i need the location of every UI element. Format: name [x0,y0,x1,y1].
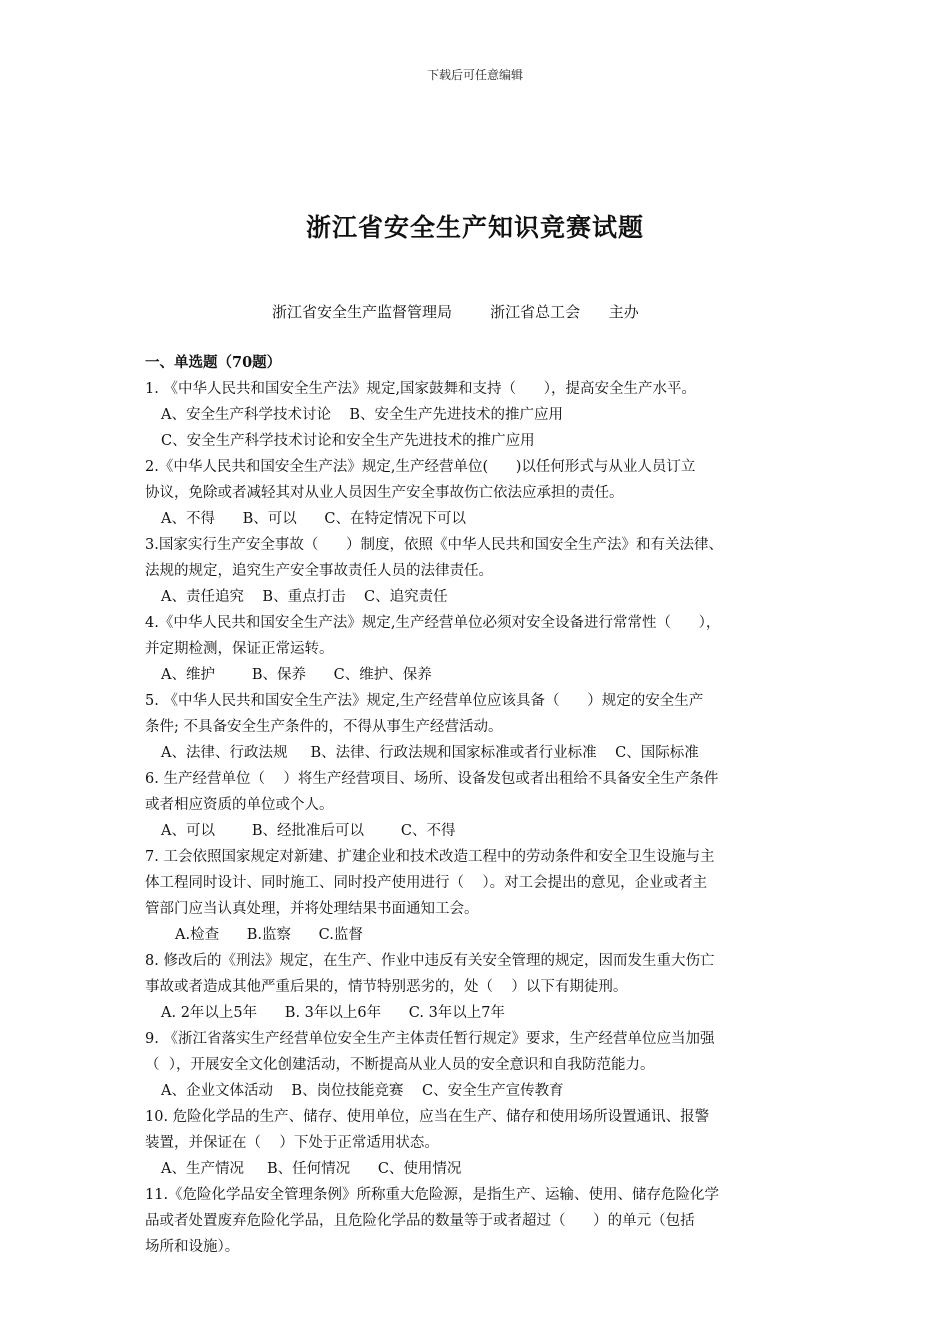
answer-options: A、可以 B、经批准后可以 C、不得 [161,823,456,839]
question-text-line: 场所和设施）。 [145,1239,240,1255]
answer-options: A、不得 B、可以 C、在特定情况下可以 [161,511,467,527]
question-text-line: 或者相应资质的单位或个人。 [145,797,334,813]
answer-options: A. 2年以上5年 B. 3年以上6年 C. 3年以上7年 [161,1005,506,1021]
question-text-line: 9. 《浙江省落实生产经营单位安全生产主体责任暂行规定》要求，生产经营单位应当加强 [145,1031,715,1047]
question-text-line: 8. 修改后的《刑法》规定，在生产、作业中违反有关安全管理的规定，因而发生重大伤亡 [145,953,715,969]
question-text-line: 5. 《中华人民共和国安全生产法》规定,生产经营单位应该具备（ ）规定的安全生产 [145,693,704,709]
question-text-line: 11.《危险化学品安全管理条例》所称重大危险源，是指生产、运输、使用、储存危险化学 [145,1187,720,1203]
question-text-line: 并定期检测，保证正常运转。 [145,641,334,657]
question-10 [145,1104,825,1182]
answer-options: A、责任追究 B、重点打击 C、追究责任 [161,589,448,605]
answer-options: A.检查 B.监察 C.监督 [175,927,363,943]
answer-options: C、安全生产科学技术讨论和安全生产先进技术的推广应用 [161,433,535,449]
question-text-line: 1. 《中华人民共和国安全生产法》规定,国家鼓舞和支持（ ），提高安全生产水平。 [145,381,696,397]
question-text-line: （ ），开展安全文化创建活动，不断提高从业人员的安全意识和自我防范能力。 [145,1057,655,1073]
answer-options: A、生产情况 B、任何情况 C、使用情况 [161,1161,462,1177]
question-text-line: 体工程同时设计、同时施工、同时投产使用进行（ ）。对工会提出的意见，企业或者主 [145,875,708,891]
question-1 [145,376,825,454]
question-text-line: 品或者处置废弃危险化学品，且危险化学品的数量等于或者超过（ ）的单元（包括 [145,1213,695,1229]
question-list [145,350,825,1260]
organizer-trade-union: 浙江省总工会 [490,303,581,321]
question-8 [145,948,825,1026]
question-5 [145,688,825,766]
question-3 [145,532,825,610]
answer-options: A、安全生产科学技术讨论 B、安全生产先进技术的推广应用 [161,407,564,423]
answer-options: A、维护 B、保养 C、维护、保养 [161,667,432,683]
section-heading: 一、单选题（70题） [145,354,282,371]
questions [145,376,825,1260]
question-text-line: 协议，免除或者减轻其对从业人员因生产安全事故伤亡依法应承担的责任。 [145,485,624,501]
organizer-safety-bureau: 浙江省安全生产监督管理局 [272,303,453,321]
question-4 [145,610,825,688]
question-text-line: 6. 生产经营单位（ ）将生产经营项目、场所、设备发包或者出租给不具备安全生产条件 [145,771,719,787]
question-text-line: 条件; 不具备安全生产条件的，不得从事生产经营活动。 [145,719,503,735]
question-11 [145,1182,825,1260]
question-9 [145,1026,825,1104]
answer-options: A、企业文体活动 B、岗位技能竞赛 C、安全生产宣传教育 [161,1083,564,1099]
question-text-line: 管部门应当认真处理，并将处理结果书面通知工会。 [145,901,479,917]
organizers [272,301,639,322]
organizer-role: 主办 [608,303,639,321]
question-text-line: 3.国家实行生产安全事故（ ）制度，依照《中华人民共和国安全生产法》和有关法律、 [145,537,723,553]
answer-options: A、法律、行政法规 B、法律、行政法规和国家标准或者行业标准 C、国际标准 [161,745,699,761]
question-7 [145,844,825,948]
question-text-line: 装置，并保证在（ ）下处于正常适用状态。 [145,1135,439,1151]
question-text-line: 事故或者造成其他严重后果的，情节特别恶劣的，处（ ）以下有期徒刑。 [145,979,628,995]
header-note: 下载后可任意编辑 [426,68,523,82]
page-title: 浙江省安全生产知识竞赛试题 [305,213,644,242]
question-text-line: 7. 工会依照国家规定对新建、扩建企业和技术改造工程中的劳动条件和安全卫生设施与主 [145,849,715,865]
question-2 [145,454,825,532]
question-text-line: 10. 危险化学品的生产、储存、使用单位，应当在生产、储存和使用场所设置通讯、报警 [145,1109,710,1125]
question-6 [145,766,825,844]
question-text-line: 4.《中华人民共和国安全生产法》规定,生产经营单位必须对安全设备进行常常性（ ）， [145,615,721,631]
question-text-line: 法规的规定，追究生产安全事故责任人员的法律责任。 [145,563,493,579]
question-text-line: 2.《中华人民共和国安全生产法》规定,生产经营单位( )以任何形式与从业人员订立 [145,459,696,475]
